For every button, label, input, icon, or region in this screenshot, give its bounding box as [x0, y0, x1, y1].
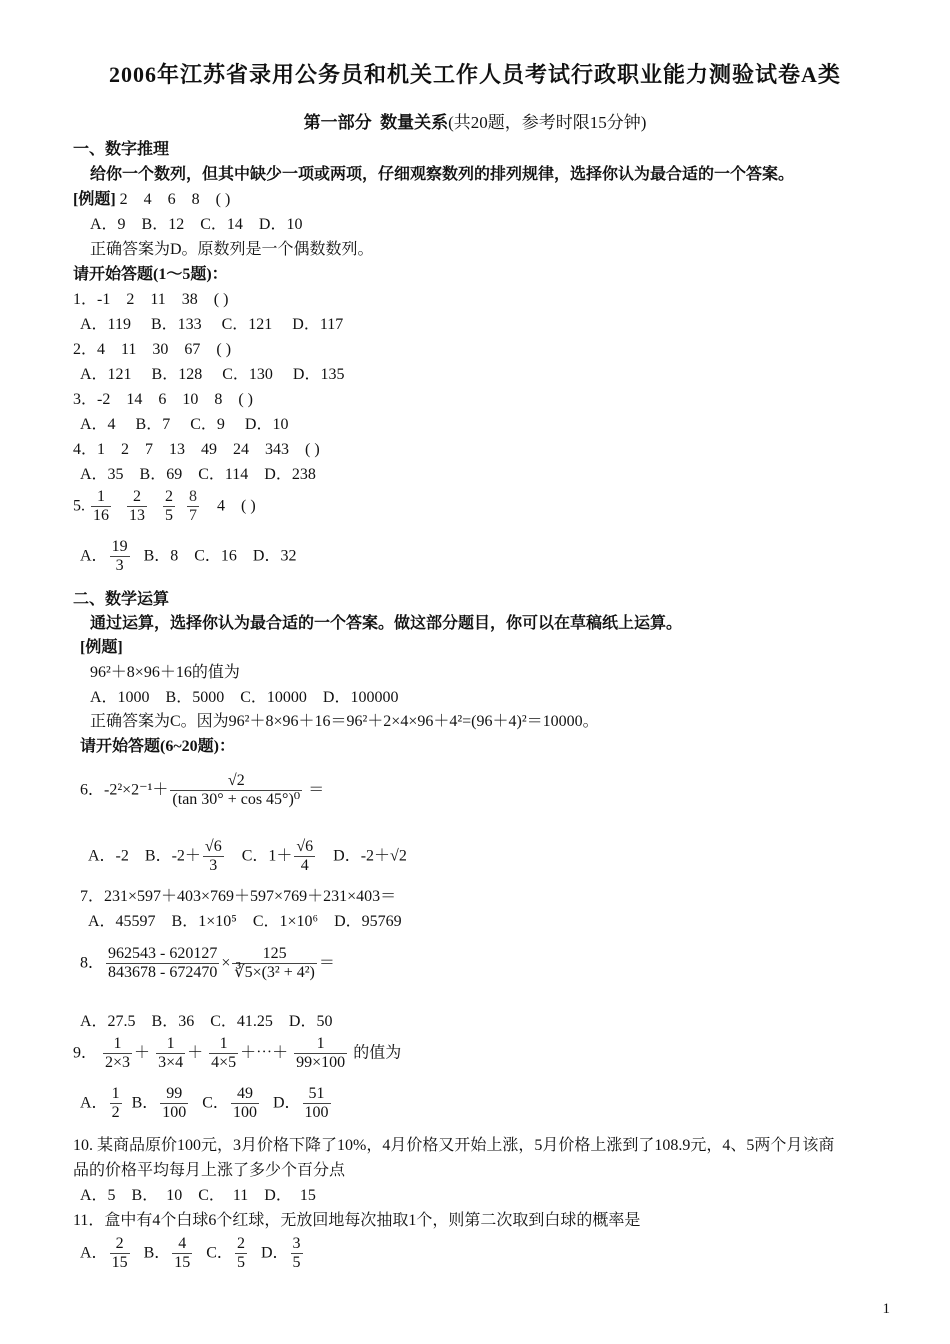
question-10-line-1: 10. 某商品原价100元，3月价格下降了10%，4月价格又开始上涨，5月价格上涨到了108.9元，4、5两个月该商 — [73, 1137, 835, 1154]
q5-term-1: $\frac{1}{16}$ — [93, 488, 109, 525]
question-10-line-2: 品的价格平均每月上涨了多少个百分点 — [73, 1162, 346, 1179]
section1-heading: 一、数字推理 — [73, 141, 170, 158]
question-9-options: A． $\frac{1}{2}$ B． $\frac{99}{100}$ C． $\frac{49}{100}$ D． $\frac{51}{100}$ — [80, 1085, 329, 1122]
example-answer: 正确答案为D。原数列是一个偶数数列。 — [90, 241, 374, 258]
section1-example — [73, 190, 230, 209]
question-5 — [73, 488, 256, 526]
question-2-options: A．121 B．128 C．130 D．135 — [80, 366, 345, 383]
question-4: 4．1 2 7 13 49 24 343 ( ) — [73, 441, 320, 458]
section2-instruction: 通过运算，选择你认为最合适的一个答案。做这部分题目，你可以在草稿纸上运算。 — [90, 615, 683, 632]
question-11-options: A． $\frac{2}{15}$ B． $\frac{4}{15}$ C． $\frac{2}{5}$ D． $\frac{3}{5}$ — [80, 1235, 301, 1272]
section2-heading: 二、数学运算 — [73, 591, 170, 608]
section2-example-options: A．1000 B．5000 C．10000 D．100000 — [90, 689, 399, 706]
example-sequence: 2 4 6 8 ( ) — [119, 191, 231, 208]
question-9: 9． $\frac{1}{2\times 3}$ ＋ $\frac{1}{3\times 4}$ ＋ $\frac{1}{4\times 5}$ ＋⋯＋ $\frac{1}{99\times 100}$ 的值为 — [73, 1035, 402, 1072]
question-11: 11．盒中有4个白球6个红球，无放回地每次抽取1个，则第二次取到白球的概率是 — [73, 1212, 641, 1229]
question-1-options: A．119 B．133 C．121 D．117 — [80, 316, 344, 333]
question-6: 6．-2²×2⁻¹＋ $\frac{√2}{\text{(tan 30° + cos 45°)⁰}}$ ＝ — [80, 772, 325, 809]
part-note: (共20题，参考时限15分钟) — [448, 113, 647, 132]
q8-fraction-1: $\frac{962543 - 620127}{843678 - 672470}$ — [108, 945, 218, 982]
example-options: A．9 B．12 C．14 D．10 — [90, 216, 303, 233]
document-title: 2006年江苏省录用公务员和机关工作人员考试行政职业能力测验试卷A类 — [109, 62, 841, 87]
q9-term-1: $\frac{1}{2\times 3}$ — [105, 1035, 131, 1072]
question-5-options: A． $\frac{19}{3}$ B．8 C．16 D．32 — [80, 538, 297, 575]
part-heading — [0, 113, 950, 133]
q8-fraction-2: $\frac{125}{\text{∛5×(3² + 4²)}}$ — [234, 945, 315, 982]
q6-option-c-frac: $\frac{√6}{4}$ — [296, 838, 314, 875]
q5-term-2: $\frac{2}{13}$ — [129, 488, 145, 525]
q9-term-3: $\frac{1}{4\times 5}$ — [211, 1035, 237, 1072]
question-3-options: A．4 B．7 C．9 D．10 — [80, 416, 289, 433]
q6-option-b-frac: $\frac{√6}{3}$ — [204, 838, 222, 875]
q5-term-4: $\frac{8}{7}$ — [189, 488, 197, 525]
page-number: 1 — [882, 1301, 890, 1317]
q6-fraction: $\frac{√2}{\text{(tan 30° + cos 45°)⁰}}$ — [172, 772, 301, 809]
section1-instruction: 给你一个数列，但其中缺少一项或两项，仔细观察数列的排列规律，选择你认为最合适的一个答案。 — [90, 166, 795, 183]
section2-example-label: [例题] — [80, 639, 123, 656]
section2-start: 请开始答题(6~20题)： — [80, 738, 235, 755]
question-10-options: A．5 B． 10 C． 11 D． 15 — [80, 1187, 316, 1204]
question-4-options: A．35 B．69 C．114 D．238 — [80, 466, 316, 483]
question-6-options: A．-2 B．-2＋ $\frac{√6}{3}$ C．1＋ $\frac{√6}{4}$ D．-2＋√2 — [88, 838, 407, 875]
question-8-options: A．27.5 B．36 C．41.25 D．50 — [80, 1013, 333, 1030]
q5-option-a-frac: $\frac{19}{3}$ — [111, 538, 128, 575]
part-name: 数量关系 — [380, 113, 449, 132]
section2-example-question: 96²＋8×96＋16的值为 — [90, 664, 240, 681]
q9-term-last: $\frac{1}{99\times 100}$ — [296, 1035, 346, 1072]
part-label: 第一部分 — [303, 113, 372, 132]
question-1: 1．-1 2 11 38 ( ) — [73, 291, 229, 308]
q9-term-2: $\frac{1}{3\times 4}$ — [158, 1035, 184, 1072]
q5-tail: 4 ( ) — [217, 497, 256, 515]
question-5-number: 5. — [73, 497, 85, 515]
question-2: 2．4 11 30 67 ( ) — [73, 341, 232, 358]
question-7: 7．231×597＋403×769＋597×769＋231×403＝ — [80, 888, 397, 905]
section2-example-answer: 正确答案为C。因为96²＋8×96＋16＝96²＋2×4×96＋4²=(96＋4)²＝10000。 — [90, 713, 599, 730]
question-7-options: A．45597 B．1×10⁵ C．1×10⁶ D．95769 — [88, 913, 402, 930]
example-label: [例题] — [73, 191, 116, 208]
question-3: 3．-2 14 6 10 8 ( ) — [73, 391, 253, 408]
q5-term-3: $\frac{2}{5}$ — [165, 488, 173, 525]
section1-start: 请开始答题(1～5题)： — [73, 266, 228, 283]
question-8: 8． $\frac{962543 - 620127}{843678 - 672470}$ × $\frac{125}{\text{∛5×(3² + 4²)}}$ ＝ — [80, 945, 335, 982]
